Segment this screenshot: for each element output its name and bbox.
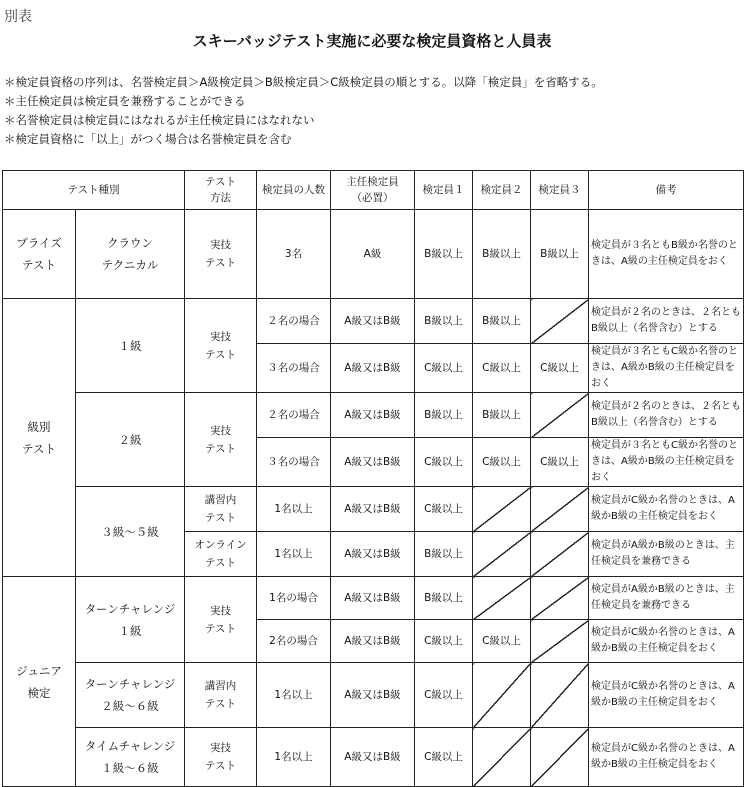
examiner-3-grade: C級以上 <box>531 344 589 393</box>
table-row <box>3 728 744 787</box>
not-applicable-cell <box>531 299 589 344</box>
examiner-table <box>2 170 744 787</box>
chief-grade: A級又はB級 <box>331 532 415 577</box>
note-item: ＊主任検定員は検定員を兼務することができる <box>4 94 246 108</box>
remarks: 検定員が３名ともC級か名誉のときは、A級かB級の主任検定員をおく <box>589 344 744 393</box>
test-name: クラウン テクニカル <box>76 210 185 299</box>
test-name: ３級〜５級 <box>76 487 185 577</box>
table-row <box>3 393 744 438</box>
remarks: 検定員が３名ともC級か名誉のときは、A級かB級の主任検定員をおく <box>589 438 744 487</box>
examiner-count: 2名の場合 <box>257 620 331 663</box>
remarks: 検定員が２名のときは、２名ともB級以上（名誉含む）とする <box>589 393 744 438</box>
test-method: 実技 テスト <box>185 210 257 299</box>
examiner-1-grade: C級以上 <box>415 728 473 787</box>
note-item: ＊検定員資格の序列は、名誉検定員＞A級検定員＞B級検定員＞C級検定員の順とする。以降「検定員」を省略する。 <box>4 75 603 89</box>
examiner-count: ２名の場合 <box>257 299 331 344</box>
header-test-type: テスト種別 <box>3 171 185 210</box>
header-chief: 主任検定員 （必置） <box>331 171 415 210</box>
note-item: ＊名誉検定員は検定員にはなれるが主任検定員にはなれない <box>4 113 315 127</box>
not-applicable-cell <box>473 728 531 787</box>
chief-grade: A級又はB級 <box>331 663 415 728</box>
test-method: 実技 テスト <box>185 299 257 393</box>
examiner-count: 1名以上 <box>257 728 331 787</box>
test-method: 講習内 テスト <box>185 663 257 728</box>
remarks: 検定員がC級か名誉のときは、A級かB級の主任検定員をおく <box>589 620 744 663</box>
header-method: テスト 方法 <box>185 171 257 210</box>
header-examiner-3: 検定員３ <box>531 171 589 210</box>
table-row <box>3 210 744 299</box>
test-method: 講習内 テスト <box>185 487 257 532</box>
chief-grade: A級又はB級 <box>331 728 415 787</box>
header-examiner-1: 検定員１ <box>415 171 473 210</box>
examiner-3-grade: B級以上 <box>531 210 589 299</box>
test-method: オンライン テスト <box>185 532 257 577</box>
examiner-count: ３名の場合 <box>257 344 331 393</box>
examiner-2-grade: B級以上 <box>473 393 531 438</box>
remarks: 検定員がC級か名誉のときは、A級かB級の主任検定員をおく <box>589 728 744 787</box>
not-applicable-cell <box>473 532 531 577</box>
not-applicable-cell <box>473 487 531 532</box>
examiner-1-grade: C級以上 <box>415 344 473 393</box>
notes-list <box>4 73 603 149</box>
chief-grade: A級 <box>331 210 415 299</box>
group-prize: プライズ テスト <box>3 210 76 299</box>
remarks: 検定員がC級か名誉のときは、A級かB級の主任検定員をおく <box>589 487 744 532</box>
not-applicable-cell <box>531 393 589 438</box>
table-row <box>3 577 744 620</box>
examiner-count: 1名の場合 <box>257 577 331 620</box>
examiner-3-grade: C級以上 <box>531 438 589 487</box>
chief-grade: A級又はB級 <box>331 299 415 344</box>
remarks: 検定員が２名のときは、２名ともB級以上（名誉含む）とする <box>589 299 744 344</box>
examiner-count: ３名の場合 <box>257 438 331 487</box>
not-applicable-cell <box>531 487 589 532</box>
test-method: 実技 テスト <box>185 728 257 787</box>
group-grade: 級別 テスト <box>3 299 76 577</box>
test-method: 実技 テスト <box>185 393 257 487</box>
table-row <box>3 663 744 728</box>
table-row <box>3 299 744 344</box>
examiner-2-grade: C級以上 <box>473 620 531 663</box>
examiner-1-grade: B級以上 <box>415 210 473 299</box>
header-row <box>3 171 744 210</box>
not-applicable-cell <box>531 620 589 663</box>
examiner-count: 1名以上 <box>257 663 331 728</box>
remarks: 検定員がA級かB級のときは、主任検定員を兼務できる <box>589 577 744 620</box>
chief-grade: A級又はB級 <box>331 620 415 663</box>
test-name: タイムチャレンジ １級〜６級 <box>76 728 185 787</box>
examiner-1-grade: C級以上 <box>415 663 473 728</box>
chief-grade: A級又はB級 <box>331 438 415 487</box>
page-title: スキーバッジテスト実施に必要な検定員資格と人員表 <box>192 32 552 50</box>
appendix-label: 別表 <box>4 9 32 25</box>
remarks: 検定員がC級か名誉のときは、A級かB級の主任検定員をおく <box>589 663 744 728</box>
examiner-2-grade: B級以上 <box>473 210 531 299</box>
examiner-1-grade: B級以上 <box>415 532 473 577</box>
examiner-2-grade: C級以上 <box>473 344 531 393</box>
test-name: ターンチャレンジ ２級〜６級 <box>76 663 185 728</box>
test-name: ２級 <box>76 393 185 487</box>
remarks: 検定員がA級かB級のときは、主任検定員を兼務できる <box>589 532 744 577</box>
examiner-count: 1名以上 <box>257 487 331 532</box>
chief-grade: A級又はB級 <box>331 487 415 532</box>
header-examiner-2: 検定員２ <box>473 171 531 210</box>
header-count: 検定員の人数 <box>257 171 331 210</box>
not-applicable-cell <box>531 728 589 787</box>
examiner-2-grade: B級以上 <box>473 299 531 344</box>
not-applicable-cell <box>473 577 531 620</box>
chief-grade: A級又はB級 <box>331 393 415 438</box>
examiner-1-grade: C級以上 <box>415 620 473 663</box>
chief-grade: A級又はB級 <box>331 577 415 620</box>
chief-grade: A級又はB級 <box>331 344 415 393</box>
table-row <box>3 487 744 532</box>
examiner-1-grade: C級以上 <box>415 438 473 487</box>
note-item: ＊検定員資格に「以上」がつく場合は名誉検定員を含む <box>4 132 292 146</box>
examiner-1-grade: B級以上 <box>415 577 473 620</box>
examiner-count: 3名 <box>257 210 331 299</box>
not-applicable-cell <box>531 577 589 620</box>
examiner-1-grade: B級以上 <box>415 393 473 438</box>
examiner-1-grade: C級以上 <box>415 487 473 532</box>
header-remarks: 備考 <box>589 171 744 210</box>
not-applicable-cell <box>531 532 589 577</box>
examiner-1-grade: B級以上 <box>415 299 473 344</box>
not-applicable-cell <box>531 663 589 728</box>
test-name: ターンチャレンジ １級 <box>76 577 185 663</box>
test-name: １級 <box>76 299 185 393</box>
examiner-count: 1名以上 <box>257 532 331 577</box>
remarks: 検定員が３名ともB級か名誉のときは、A級の主任検定員をおく <box>589 210 744 299</box>
examiner-count: ２名の場合 <box>257 393 331 438</box>
not-applicable-cell <box>473 663 531 728</box>
examiner-2-grade: C級以上 <box>473 438 531 487</box>
group-junior: ジュニア 検定 <box>3 577 76 787</box>
test-method: 実技 テスト <box>185 577 257 663</box>
